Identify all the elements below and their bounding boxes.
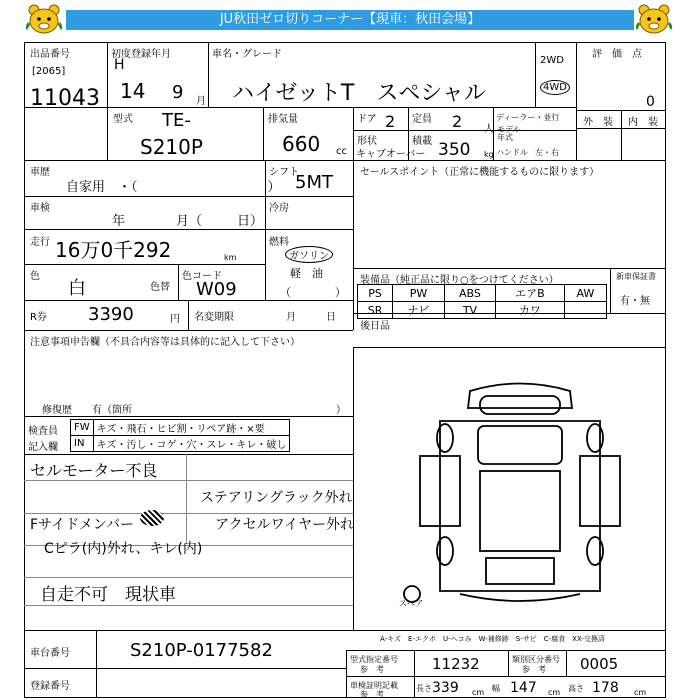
first-reg-month: 9	[172, 82, 184, 103]
model-year-label: モデル年式	[497, 125, 521, 142]
bear-mascot-icon	[26, 3, 62, 35]
class-label: 類別区分番号	[512, 655, 560, 664]
equip-navi: ナビ	[393, 302, 445, 319]
spare-label: スペア	[399, 599, 423, 608]
equip-blank	[564, 302, 606, 319]
chassis-label: 車台番号	[30, 648, 70, 659]
width-label: 幅	[492, 684, 500, 693]
scribble-mark	[140, 510, 164, 526]
chassis-value: S210P-0177582	[130, 640, 273, 661]
type-spec-ref: 参 考	[360, 665, 384, 674]
model-label: 型式	[113, 114, 133, 125]
mileage-unit: km	[224, 253, 237, 262]
shift-value: 5MT	[295, 172, 333, 193]
name-change-day-unit: 日	[326, 312, 336, 323]
first-reg-label: 初度登録年月	[111, 49, 171, 60]
remark-line4: 自走不可 現状車	[40, 585, 176, 605]
history-value: 自家用 ・（ ）	[66, 180, 281, 195]
class-value: 0005	[580, 655, 619, 673]
check-label2: 記入欄	[28, 442, 58, 453]
equip-aw: AW	[564, 285, 606, 302]
diagram-hood	[480, 396, 560, 414]
drive-4wd-value: 4WD	[540, 80, 570, 95]
notes-label: 注意事項申告欄（不具合内容等は具体的に記入して下さい）	[30, 337, 300, 348]
body-shape-label: 形状	[357, 136, 377, 147]
check-table	[70, 419, 290, 452]
height-unit: cm	[634, 688, 647, 697]
equipment-label: 装備品（純正品に限り○をつけてください）	[360, 275, 559, 286]
new-warranty-label: 新車保証書	[616, 272, 656, 281]
equip-pw: PW	[393, 285, 445, 302]
inspection-day-unit: 日）	[237, 214, 264, 229]
fuel-diesel: 軽 油	[290, 267, 323, 280]
color-value: 白	[68, 278, 86, 299]
sales-point-label: セールスポイント（正常に機能するものに限ります）	[360, 167, 600, 178]
check-label1: 検査員	[28, 426, 58, 437]
length-label: 長さ	[416, 684, 432, 693]
score-exterior-label: 外 装	[583, 117, 613, 128]
car-name-label: 車名・グレード	[212, 49, 282, 60]
equipment-table	[357, 284, 607, 319]
capacity-unit: 人	[484, 124, 494, 135]
diagram-tailgate	[486, 558, 554, 584]
doors-label: ドア	[357, 114, 377, 125]
fuel-gasoline: ガソリン	[285, 246, 333, 263]
capacity-label: 定員	[412, 114, 432, 125]
shift-label: シフト	[269, 167, 299, 178]
load-value: 350	[438, 140, 471, 160]
mileage-label: 走行	[30, 237, 50, 248]
width-value: 147	[510, 680, 537, 696]
capacity-value: 2	[452, 112, 463, 131]
remark-right1: ステアリングラック外れ	[200, 490, 353, 506]
displacement-label: 排気量	[268, 114, 298, 125]
diagram-windshield	[478, 426, 562, 464]
color-label: 色	[30, 271, 40, 282]
color-code-value: W09	[196, 279, 237, 300]
body-shape-value: キャブオーバー	[356, 149, 426, 160]
recycle-label: R券	[30, 312, 47, 323]
inspection-year-unit: 年	[112, 214, 126, 229]
type-spec-label: 型式指定番号	[350, 655, 398, 664]
check-fw-items: キズ・飛石・ヒビ割・リペア跡・×要	[93, 420, 290, 436]
equip-tv: TV	[444, 302, 495, 319]
fuel-label: 燃料	[269, 237, 289, 248]
check-fw-label: FW	[71, 420, 94, 436]
model-value2: S210P	[140, 135, 203, 159]
equip-abs: ABS	[444, 285, 495, 302]
bear-mascot-icon	[636, 3, 672, 35]
score-value: 0	[646, 94, 655, 110]
model-value1: TE-	[162, 110, 191, 131]
displacement-unit: cc	[336, 146, 347, 157]
type-spec-value: 11232	[432, 655, 480, 673]
name-change-month-unit: 月	[286, 312, 296, 323]
size-ref: 参 考	[360, 690, 384, 699]
load-label: 積載	[412, 136, 432, 147]
car-name-value: ハイゼットT スペシャル	[232, 81, 486, 106]
score-interior-label: 内 装	[628, 117, 658, 128]
notes-repair-end: ）	[336, 405, 346, 416]
ac-label: 冷房	[269, 203, 289, 214]
displacement-value: 660	[282, 132, 321, 156]
equip-leather: カワ	[496, 302, 565, 319]
remark-right2: アクセルワイヤー外れ	[215, 517, 355, 533]
damage-legend: A-キズ E-エクボ U-ヘコみ W-補修跡 S-サビ C-腐食 XX-交換済	[380, 635, 605, 643]
handle-value: 左・右	[535, 148, 559, 157]
equip-sr: SR	[358, 302, 393, 319]
equip-ps: PS	[358, 285, 393, 302]
rear-seat-label: 後日品	[360, 321, 390, 332]
notes-repair: 修復歴 有（箇所	[42, 405, 132, 416]
handle-label: ハンドル	[496, 148, 528, 157]
fuel-other: （ ）	[280, 286, 346, 299]
dealer-label: ディーラー・並行	[496, 113, 560, 122]
history-label: 車歴	[30, 167, 50, 178]
diagram-body-outline	[440, 421, 600, 591]
remark-line1: セルモーター不良	[30, 461, 158, 480]
listing-number: 11043	[30, 86, 100, 111]
score-label: 評 価 点	[592, 49, 642, 60]
listing-sub: [2065]	[32, 66, 66, 77]
listing-label: 出品番号	[30, 49, 70, 60]
equip-airbag: エアB	[496, 285, 565, 302]
registration-label: 登録番号	[30, 681, 70, 692]
page-title: JU秋田ゼロ切りコーナー【現車：秋田会場】	[66, 10, 634, 30]
remark-line3: Cピラ(内)外れ、キレ(内)	[44, 541, 203, 557]
length-value: 339	[432, 680, 459, 696]
diagram-left-side	[420, 456, 440, 526]
mileage-value: 16万0千292	[55, 238, 172, 262]
remark-line2: Fサイドメンバー	[30, 517, 134, 533]
recycle-unit: 円	[170, 314, 180, 325]
height-label: 高さ	[568, 684, 584, 693]
diagram-right-side	[600, 456, 620, 526]
drive-2wd-label: 2WD	[540, 55, 564, 66]
first-reg-month-unit: 月	[196, 96, 206, 107]
class-ref: 参 考	[522, 665, 546, 674]
height-value: 178	[592, 680, 619, 696]
new-warranty-value: 有・無	[620, 296, 650, 307]
length-unit: cm	[472, 688, 485, 697]
first-reg-era: H	[114, 57, 125, 73]
color-code-label: 色コード	[182, 271, 222, 282]
name-change-label: 名変期限	[194, 312, 234, 323]
diagram-cargo-bed	[480, 471, 560, 551]
header	[0, 0, 700, 38]
recycle-value: 3390	[88, 304, 134, 325]
width-unit: cm	[548, 688, 561, 697]
size-label: 車検証明記載	[350, 681, 398, 690]
check-in-items: キズ・汚し・コゲ・穴・スレ・キレ・破し	[93, 436, 290, 452]
inspection-month-unit: 月（	[176, 214, 203, 229]
car-diagram	[400, 376, 640, 616]
load-unit: kg	[484, 150, 494, 159]
doors-value: 2	[385, 112, 396, 131]
inspection-label: 車検	[30, 203, 50, 214]
check-in-label: IN	[71, 436, 94, 452]
color-trim-label: 色替	[150, 282, 170, 293]
first-reg-year: 14	[120, 79, 146, 103]
diagram-rear-bumper	[460, 594, 580, 601]
